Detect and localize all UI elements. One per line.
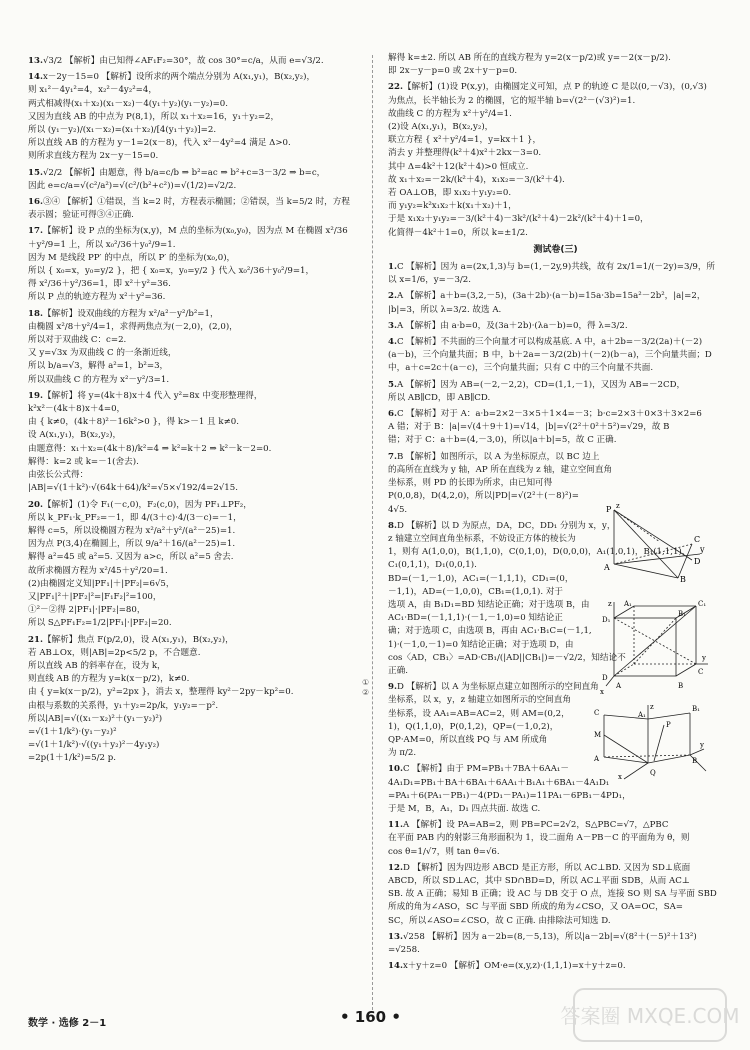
solution-line: [28, 347, 358, 360]
solution-line: [28, 429, 358, 442]
solution-text: =PA₁＋6(PA₁－PB₁)－4(PD₁－PA₁)=11PA₁－6PB₁－4PD₁，: [388, 790, 631, 801]
solution-line: [28, 55, 358, 68]
fig9-label: A: [594, 755, 600, 763]
solution-text: －1,1)，AD=(－1,0,0)，CB₁=(1,0,1). 对于: [388, 586, 564, 597]
solution-line: [388, 52, 723, 65]
solution-text: 解得 c=5，所以设椭圆方程为 x²/a²＋y²/(a²－25)=1.: [28, 525, 236, 536]
question-number: 20.: [28, 499, 43, 510]
solution-text: 于是 x₁x₂＋y₁y₂=－3/(k²＋4)－3k²/(k²＋4)－2k²/(k²＋4)＋1=0，: [388, 214, 649, 225]
solution-line: [28, 634, 358, 647]
solution-line: [28, 196, 358, 209]
solution-line: [28, 278, 358, 291]
solution-line: [28, 525, 358, 538]
question-number: 19.: [28, 390, 43, 401]
fig8-label: A₁: [624, 600, 632, 608]
solution-text: 4√5.: [388, 504, 408, 515]
solution-line: [28, 252, 358, 265]
solution-text: 【解析】设 P 点的坐标为(x,y)，M 点的坐标为(x₀,y₀)，因为点 M 在椭圆 x²/36: [42, 226, 348, 237]
solution-text: D 【解析】以 D 为原点，DA，DC，DD₁ 分别为 x，y，: [396, 520, 616, 531]
solution-text: 由 { y=k(x－p/2)，y²=2px }，消去 x，整理得 ky²－2py－kp²=0.: [28, 687, 294, 698]
solution-text: =√(1＋1/k²)·√((y₁＋y₂)²－4y₁y₂): [28, 740, 160, 751]
question-number: 15.: [28, 167, 43, 178]
solution-text: =2p(1＋1/k²)=5/2 p.: [28, 753, 116, 764]
solution-line: [388, 161, 723, 174]
solution-line: [388, 408, 723, 421]
solution-text: 【解析】将 y=(4k＋8)x＋4 代入 y²=8x 中变形整理得，: [42, 390, 263, 401]
solution-text: 为 π/2.: [388, 748, 417, 759]
solution-line: [388, 379, 723, 392]
question-number: 14.: [388, 961, 403, 972]
solution-line: [388, 888, 723, 901]
fig7-label: D: [694, 557, 701, 566]
solution-text: C₁(0,1,1)，D₁(0,0,1).: [388, 560, 477, 571]
solution-text: 由题意得：x₁＋x₂=(4k＋8)/k²=4 ⇒ k²=k＋2 ⇒ k²－k－2=0.: [28, 443, 272, 454]
solution-line: [28, 291, 358, 304]
solution-text: 又 y=√3x 为双曲线 C 的一条渐近线，: [28, 348, 177, 359]
solution-text: 中，a＋c=2c＋(a－c)，三个向量共面；只有 C 中的三个向量不共面.: [388, 363, 654, 374]
question-number: 10.: [388, 764, 403, 775]
solution-text: k²x²－(4k＋8)x＋4=0，: [28, 404, 126, 415]
fig7-label: z: [616, 502, 620, 510]
solution-line: [28, 84, 358, 97]
question-number: 18.: [28, 308, 43, 319]
solution-text: 所以直线 AB 的方程为 y－1=2(x－8)，代入 x²－4y²=4 满足 Δ>0.: [28, 138, 291, 149]
solution-line: [28, 416, 358, 429]
solution-line: [28, 239, 358, 252]
fig8-label: B: [678, 682, 684, 690]
solution-line: [28, 578, 358, 591]
solution-line: [388, 261, 723, 274]
solution-text: A 【解析】因为 AB=(－2,－2,2)，CD=(1,1,－1)，又因为 AB=－2CD，: [396, 379, 686, 390]
solution-line: [28, 390, 358, 403]
solution-text: 两式相减得(x₁＋x₂)(x₁－x₂)－4(y₁＋y₂)(y₁－y₂)=0.: [28, 98, 228, 109]
solution-line: [388, 819, 723, 832]
question-number: 1.: [388, 262, 397, 273]
solution-line: [28, 124, 358, 137]
solution-text: SB. 故 A 正确；易知 B 正确；设 AC 与 DB 交于 O 点，连接 SO 则 SA 与平面 SBD: [388, 889, 717, 900]
solution-text: 4A₁D₁=PB₁＋BA＋6BA₁＋6AA₁＋B₁A₁＋6BA₁－4A₁D₁: [388, 777, 610, 788]
solution-text: 由椭圆 x²/8＋y²/4=1，求得两焦点为(－2,0)，(2,0)，: [28, 321, 238, 332]
solution-text: 所以 { x₀=x，y₀=y/2 }，把 { x₀=x，y₀=y/2 } 代入 x₀²/36＋y₀²/9=1，: [28, 266, 315, 277]
solution-line: [28, 700, 358, 713]
solution-text: (a－b)，三个向量共面；B 中，b＋2a=－3/2(2b)＋(－2)(b－a)，三个向量共面；D: [388, 350, 712, 361]
solution-line: [388, 121, 723, 134]
solution-text: √3/2 【解析】由已知得∠AF₁F₂=30°，故 cos 30°=c/a，从而 e=√3/2.: [42, 56, 324, 66]
question-number: 22.: [388, 82, 403, 93]
solution-text: 所以|AB|=√((x₁－x₂)²＋(y₁－y₂)²): [28, 713, 163, 724]
question-number: 3.: [388, 320, 397, 331]
solution-text: 以 x=1/6，y=－3/2.: [388, 275, 472, 286]
solution-text: 所以 b/a=√3，解得 a²=1，b²=3，: [28, 361, 169, 372]
solution-line: [28, 111, 358, 124]
figure-q9-prism: [590, 701, 708, 781]
solution-line: [28, 673, 358, 686]
solution-line: [388, 108, 723, 121]
circle-marks: [362, 678, 369, 698]
solution-text: (2)由椭圆定义知|PF₁|＋|PF₂|=6√5，: [28, 578, 175, 589]
solution-text: 又|PF₁|²＋|PF₂|²=|F₁F₂|²=100，: [28, 591, 162, 602]
solution-line: [28, 482, 358, 495]
solution-line: [28, 512, 358, 525]
solution-text: cos〈AD，CB₁〉=AD·CB₁/(|AD||CB₁|)=－√2/2，知结论不: [388, 652, 626, 663]
solution-line: [28, 713, 358, 726]
solution-text: 【解析】(1)设 P(x,y)，由椭圆定义可知，点 P 的轨迹 C 是以(0,－√3)，(0,√3): [402, 82, 707, 93]
solution-text: C 【解析】对于 A：a·b=2×2－3×5＋1×4=－3；b·c=2×3＋0×3＋3×2=6: [396, 409, 702, 420]
solution-line: [388, 349, 723, 362]
solution-text: 确；对于选项 C，由选项 B，再由 AC₁·B₁C=(－1,1,: [388, 626, 592, 637]
solution-line: [388, 451, 723, 464]
solution-line: [388, 803, 723, 816]
solution-line: [28, 98, 358, 111]
section-title: 测试卷(三): [533, 244, 578, 255]
solution-line: [388, 213, 723, 226]
solution-line: [28, 499, 358, 512]
solution-text: 的高所在直线为 y 轴，AP 所在直线为 z 轴，建立空间直角: [388, 464, 613, 475]
question-number: 2.: [388, 291, 397, 302]
solution-text: cos θ=1/√7，则 tan θ=√6.: [388, 846, 500, 857]
question-number: 11.: [388, 820, 403, 831]
question-number: 5.: [388, 379, 397, 390]
solution-text: 所以对于双曲线 C：c=2.: [28, 335, 127, 346]
fig8-label: x: [600, 688, 604, 696]
question-number: 16.: [28, 197, 43, 208]
solution-text: 而 y₁y₂=k²x₁x₂＋k(x₁＋x₂)＋1，: [388, 201, 517, 212]
fig9-label: Q: [650, 769, 656, 777]
solution-text: 正确.: [388, 665, 408, 676]
solution-text: 解得 a²=45 或 a²=5. 又因为 a>c，所以 a²=5 舍去.: [28, 552, 234, 563]
fig8-label: D: [602, 674, 608, 682]
solution-line: [388, 274, 723, 287]
solution-text: 则所求直线方程为 2x－y－15=0.: [28, 151, 159, 162]
fig8-label: D₁: [602, 616, 611, 624]
solution-text: 所成的角为∠ASO，SC 与平面 SBD 所成的角为∠CSO，又 OA=OC，SA=: [388, 902, 683, 913]
solution-text: 选项 A，由 B₁D₁=BD 知结论正确；对于选项 B，由: [388, 599, 590, 610]
question-number: 13.: [388, 931, 403, 942]
solution-line: [388, 862, 723, 875]
solution-line: [28, 551, 358, 564]
solution-text: ①²－②得 2|PF₁|·|PF₂|=80，: [28, 605, 146, 616]
solution-line: [28, 137, 358, 150]
solution-line: [388, 290, 723, 303]
fig9-label: A₁: [638, 711, 646, 719]
solution-text: D 【解析】以 A 为坐标原点建立如图所示的空间直角: [396, 682, 599, 693]
solution-text: |AB|=√(1＋k²)·√(64k＋64)/k²=√5×√192/4=2√15.: [28, 483, 238, 494]
figure-q8-cube: [598, 598, 710, 696]
left-column: [28, 52, 358, 766]
question-number: 7.: [388, 451, 397, 462]
solution-text: C 【解析】因为 a=(2x,1,3)与 b=(1,－2y,9)共线，故有 2x/1=1/(－2y)=3/9，所: [396, 262, 716, 273]
figure-q7-diagram: [600, 502, 708, 584]
solution-text: B 【解析】如图所示，以 A 为坐标原点，以 BC 边上: [396, 451, 600, 462]
solution-text: 若 OA⊥OB，即 x₁x₂＋y₁y₂=0.: [388, 188, 512, 199]
solution-text: 所以 (y₁－y₂)/(x₁－x₂)=(x₁＋x₂)/[4(y₁＋y₂)]=2.: [28, 125, 217, 136]
solution-line: [28, 225, 358, 238]
solution-text: BD=(－1,－1,0)，AC₁=(－1,1,1)，CD₁=(0，: [388, 573, 574, 584]
solution-text: 所以 S△PF₁F₂=1/2|PF₁|·|PF₂|=20.: [28, 618, 172, 629]
solution-text: 由 { k≠0，(4k＋8)²－16k²>0 }，得 k>－1 且 k≠0.: [28, 417, 239, 428]
fig7-label: A: [604, 563, 610, 572]
solution-line: [28, 265, 358, 278]
solution-line: [28, 334, 358, 347]
question-number: 17.: [28, 226, 43, 237]
solution-text: 所以直线 AB 的斜率存在，设为 k，: [28, 660, 166, 671]
solution-line: [388, 200, 723, 213]
question-number: 6.: [388, 409, 397, 420]
solution-text: 为焦点，长半轴长为 2 的椭圆，它的短半轴 b=√(2²－(√3)²)=1.: [388, 95, 636, 106]
solution-text: 解得：k=2 或 k=－1(舍去).: [28, 456, 139, 467]
solution-text: 故曲线 C 的方程为 x²＋y²/4=1.: [388, 108, 512, 119]
question-number: 4.: [388, 337, 397, 348]
solution-text: QP·AM=0，所以直线 PQ 与 AM 所成角: [388, 734, 548, 745]
solution-text: 故 x₁＋x₂=－2k/(k²＋4)，x₁x₂=－3/(k²＋4).: [388, 174, 565, 185]
solution-line: [28, 167, 358, 180]
solution-text: 设 A(x₁,y₁)，B(x₂,y₂)，: [28, 430, 122, 441]
fig9-label: B₁: [692, 705, 700, 713]
solution-line: [388, 187, 723, 200]
solution-line: [388, 477, 723, 490]
solution-line: [388, 931, 723, 944]
solution-text: z 轴建立空间直角坐标系，不妨设正方体的棱长为: [388, 533, 576, 544]
solution-text: 化简得－4k²＋1=0，所以 k=±1/2.: [388, 227, 528, 238]
solution-line: [28, 752, 358, 765]
solution-text: 因为 M 是线段 PP′ 的中点，所以 P′ 的坐标为(x₀,0)，: [28, 252, 236, 263]
solution-line: [388, 362, 723, 375]
solution-line: [28, 443, 358, 456]
solution-line: [388, 944, 723, 957]
solution-line: [388, 134, 723, 147]
solution-line: [28, 456, 358, 469]
solution-line: [28, 660, 358, 673]
solution-text: 坐标系，则 PD 的长即为所求，由已知可得: [388, 478, 553, 489]
solution-text: 1)，Q(1,1,0)，P(0,1,2)，QP=(－1,0,2)，: [388, 721, 559, 732]
solution-text: 由弦长公式得：: [28, 470, 89, 481]
solution-line: [28, 403, 358, 416]
solution-line: [28, 374, 358, 387]
watermark-logo: [560, 985, 740, 1045]
solution-line: [388, 434, 723, 447]
solution-text: SC，所以∠ASO=∠CSO，故 C 正确. 由排除法可知选 D.: [388, 915, 611, 926]
solution-text: 则直线 AB 的方程为 y=k(x－p/2)，k≠0.: [28, 674, 190, 685]
solution-line: [388, 336, 723, 349]
solution-text: √258 【解析】因为 a－2b=(8,－5,13)，所以|a－2b|=√(8²＋(－5)²＋13²): [402, 931, 697, 942]
solution-text: 由根与系数的关系得，y₁＋y₂=2p/k，y₁y₂=－p².: [28, 700, 219, 711]
question-number: 12.: [388, 862, 403, 873]
solution-line: [388, 147, 723, 160]
solution-line: [28, 469, 358, 482]
circle-mark-2: ②: [362, 688, 370, 697]
solution-text: 坐标系，以 x，y，z 轴建立如图所示的空间直角: [388, 695, 571, 706]
solution-line: [28, 591, 358, 604]
solution-line: [388, 65, 723, 78]
solution-text: ABCD，所以 SD⊥AC，其中 SD∩BD=D，所以 AC⊥平面 SDB，从而 AC⊥: [388, 875, 690, 886]
fig8-label: B₁: [678, 610, 686, 618]
solution-line: [28, 308, 358, 321]
solution-text: C 【解析】由于 PM=PB₁＋7BA＋6AA₁－: [402, 764, 569, 775]
solution-text: |b|=3，所以 λ=3/2. 故选 A.: [388, 304, 502, 315]
fig8-label: z: [608, 600, 612, 608]
solution-text: 故所求椭圆方程为 x²/45＋y²/20=1.: [28, 565, 168, 576]
solution-text: 得 x²/36＋y²/36=1，即 x²＋y²=36.: [28, 279, 171, 290]
solution-text: 在平面 PAB 内的射影三角形面积为 1，设二面角 A－PB－C 的平面角为 θ，则: [388, 833, 690, 844]
solution-text: 其中 Δ=4k²＋12(k²＋4)>0 恒成立.: [388, 161, 529, 172]
fig8-label: C₁: [698, 600, 707, 608]
solution-line: [28, 604, 358, 617]
solution-line: [388, 81, 723, 94]
column-divider: [372, 55, 373, 1010]
solution-text: 若 AB⊥Ox，则|AB|=2p<5/2 p，不合题意.: [28, 647, 201, 658]
solution-text: 因为点 P(3,4)在椭圆上，所以 9/a²＋16/(a²－25)=1.: [28, 539, 236, 550]
fig8-label: C: [698, 668, 704, 676]
solution-line: [388, 95, 723, 108]
solution-text: C 【解析】不共面的三个向量才可以构成基底. A 中，a＋2b=－3/2(2a)＋(－2): [396, 337, 703, 348]
fig9-label: y: [700, 741, 704, 749]
solution-text: 又因为直线 AB 的中点为 P(8,1)，所以 x₁＋x₂=16，y₁＋y₂=2，: [28, 111, 280, 122]
solution-line: [388, 790, 723, 803]
fig9-label: P: [666, 721, 671, 729]
question-number: 13.: [28, 56, 43, 66]
solution-line: [28, 71, 358, 84]
circle-mark-1: ①: [362, 678, 370, 687]
solution-line: [388, 832, 723, 845]
solution-text: 错；对于 C：a＋b=(4,－3,0)，所以|a＋b|=5，故 C 正确.: [388, 435, 617, 446]
solution-text: 【解析】(1)令 F₁(－c,0)，F₂(c,0)，因为 PF₁⊥PF₂，: [42, 499, 252, 510]
solution-line: [28, 321, 358, 334]
solution-line: [28, 726, 358, 739]
solution-text: √2/2 【解析】由题意，得 b/a=c/b ⇒ b²=ac ⇒ b²+c=3－3/2 ⇒ b=c，: [42, 167, 326, 178]
fig9-label: M: [594, 731, 602, 739]
fig8-label: y: [702, 654, 706, 662]
solution-line: [388, 875, 723, 888]
solution-text: 坐标系，设 AA₁=AB=AC=2，则 AM=(0,2，: [388, 708, 570, 719]
solution-line: [28, 150, 358, 163]
solution-text: A 【解析】由 a·b=0，及(3a＋2b)·(λa－b)=0，得 λ=3/2.: [396, 320, 628, 331]
solution-text: 表示圆；验证可得③④正确.: [28, 210, 134, 221]
solution-line: [28, 180, 358, 193]
solution-text: =√(1＋1/k²)·(y₁－y₂)²: [28, 726, 117, 737]
solution-text: x＋y＋z=0 【解析】OM·e=(x,y,z)·(1,1,1)=x＋y＋z=0.: [402, 961, 626, 972]
solution-line: [28, 647, 358, 660]
fig7-label: P: [606, 505, 612, 514]
solution-text: 则 x₁²－4y₁²=4，x₂²－4y₂²=4，: [28, 85, 157, 96]
solution-text: 因此 e=c/a=√(c²/a²)=√(c²/(b²+c²))=√(1/2)=√2/2.: [28, 180, 237, 191]
solution-text: 【解析】设双曲线的方程为 x²/a²－y²/b²=1，: [42, 308, 219, 319]
solution-text: D 【解析】因为四边形 ABCD 是正方形，所以 AC⊥BD. 又因为 SD⊥底面: [402, 862, 691, 873]
solution-text: P(0,0,8)，D(4,2,0)，所以|PD|=√(2²＋(－8)²)=: [388, 491, 579, 502]
solution-text: A 【解析】a＋b=(3,2,－5)，(3a＋2b)·(a－b)=15a·3b=15a²－2b²，|a|=2，: [396, 291, 706, 302]
solution-text: 1)·(－1,0,－1)=0 知结论正确；对于选项 D，由: [388, 639, 574, 650]
solution-text: ＋y²/9=1 上，所以 x₀²/36＋y₀²/9=1.: [28, 239, 176, 250]
solution-text: =√258.: [388, 945, 420, 955]
solution-text: 所以 AB∥CD，即 AB∥CD.: [388, 392, 491, 403]
solution-line: [28, 209, 358, 222]
solution-text: A 错；对于 B：|a|=√(4＋9＋1)=√14，|b|=√(2²＋0²＋5²)=√29，故 B: [388, 422, 670, 433]
solution-line: [388, 586, 723, 599]
solution-line: [388, 846, 723, 859]
fig7-label: y: [700, 545, 705, 554]
page-number: • 160 •: [340, 1008, 401, 1026]
question-number: 14.: [28, 72, 43, 83]
solution-text: 解得 k=±2. 所以 AB 所在的直线方程为 y=2(x－p/2)或 y=－2(x－p/2).: [388, 53, 671, 63]
solution-line: [28, 565, 358, 578]
solution-text: 所以 k_PF₁·k_PF₂=－1，即 4/(3＋c)·4/(3－c)=－1，: [28, 512, 242, 523]
solution-line: [388, 901, 723, 914]
solution-line: [388, 960, 723, 973]
solution-text: x－2y－15=0 【解析】设所求的两个端点分别为 A(x₁,y₁)，B(x₂,y₂)，: [42, 72, 316, 83]
solution-text: 【解析】焦点 F(p/2,0)，设 A(x₁,y₁)，B(x₂,y₂)，: [42, 634, 234, 645]
solution-line: [388, 392, 723, 405]
solution-line: [388, 174, 723, 187]
solution-line: [388, 421, 723, 434]
watermark-text: 答案圈 MXQE.COM: [560, 1004, 740, 1028]
solution-line: [28, 686, 358, 699]
footer-subject: 数学 · 选修 2－1: [28, 1018, 107, 1029]
solution-line: [388, 464, 723, 477]
solution-line: [388, 304, 723, 317]
solution-line: [388, 320, 723, 333]
fig7-label: C: [694, 535, 701, 544]
solution-text: 即 2x－y－p=0 或 2x＋y－p=0.: [388, 66, 518, 77]
solution-text: ③④ 【解析】①错误，当 k=2 时，方程表示椭圆；②错误，当 k=5/2 时，方程: [42, 197, 350, 208]
fig7-label: B: [680, 575, 686, 584]
solution-text: AC₁·BD=(－1,1,1)·(－1,－1,0)=0 知结论正: [388, 613, 563, 624]
solution-text: A 【解析】设 PA=AB=2，则 PB=PC=2√2，S△PBC=√7，△PBC: [402, 820, 669, 831]
solution-line: [388, 227, 723, 240]
solution-line: [28, 739, 358, 752]
solution-line: [28, 617, 358, 630]
fig8-label: A: [616, 682, 622, 690]
solution-text: 于是 M，B，A₁，D₁ 四点共面. 故选 C.: [388, 803, 541, 814]
fig9-label: z: [650, 703, 654, 711]
question-number: 21.: [28, 634, 43, 645]
fig9-label: x: [618, 773, 622, 781]
solution-text: 1，则有 A(1,0,0)，B(1,1,0)，C(0,1,0)，D(0,0,0)，A₁(1,0,1)，B₁(1,1,1)，: [388, 547, 691, 558]
solution-line: [28, 360, 358, 373]
solution-text: 所以 P 点的轨迹方程为 x²＋y²=36.: [28, 292, 166, 303]
fig9-label: B: [692, 757, 698, 765]
solution-text: 所以双曲线 C 的方程为 x²－y²/3=1.: [28, 374, 170, 385]
solution-line: [28, 538, 358, 551]
solution-line: [388, 915, 723, 928]
solution-text: 联立方程 { x²＋y²/4=1，y=kx＋1 }，: [388, 135, 542, 146]
question-number: 8.: [388, 520, 397, 531]
solution-text: (2)设 A(x₁,y₁)，B(x₂,y₂)，: [388, 122, 494, 133]
solution-text: 消去 y 并整理得(k²＋4)x²＋2kx－3=0.: [388, 148, 542, 159]
fig9-label: C: [594, 709, 600, 717]
question-number: 9.: [388, 682, 397, 693]
